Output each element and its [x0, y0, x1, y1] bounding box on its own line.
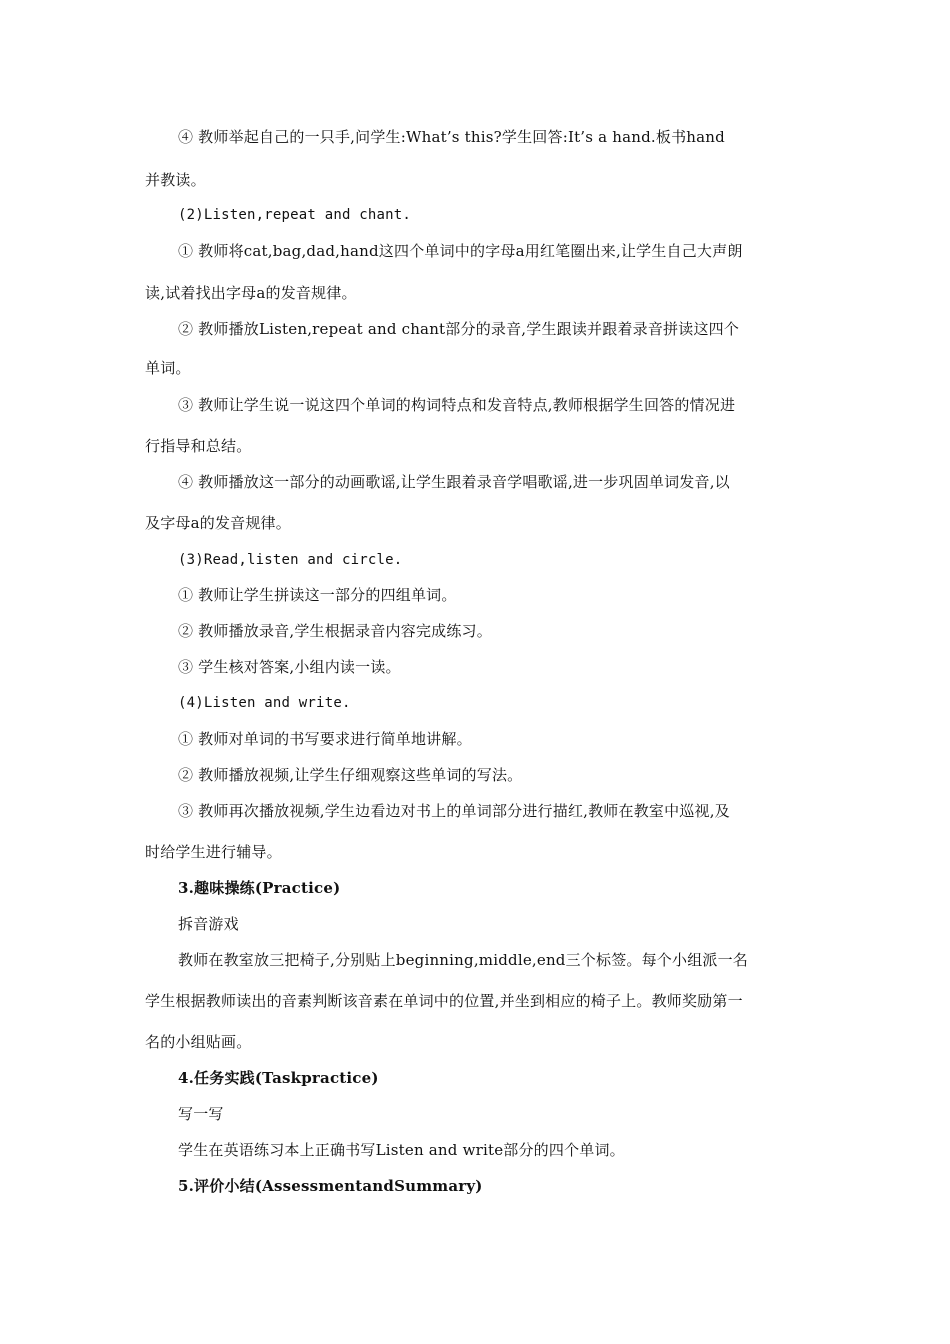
section-heading: (2)Listen,repeat and chant. [178, 207, 411, 223]
text-line: ④ 教师举起自己的一只手,问学生:What’s this?学生回答:It’s a hand.板书hand [178, 128, 725, 146]
section-heading: 4.任务实践(Taskpractice) [178, 1069, 379, 1087]
text-line: ② 教师播放Listen,repeat and chant部分的录音,学生跟读并跟着录音拼读这四个 [178, 320, 740, 338]
text-line: 写一写 [178, 1105, 224, 1123]
text-line: 拆音游戏 [178, 915, 239, 933]
text-line: ④ 教师播放这一部分的动画歌谣,让学生跟着录音学唱歌谣,进一步巩固单词发音,以 [178, 473, 730, 491]
section-heading: 5.评价小结(AssessmentandSummary) [178, 1177, 483, 1195]
section-heading: 3.趣味操练(Practice) [178, 879, 341, 897]
text-line: ③ 学生核对答案,小组内读一读。 [178, 658, 401, 676]
text-line: 学生在英语练习本上正确书写Listen and write部分的四个单词。 [178, 1141, 625, 1159]
text-line: ③ 教师再次播放视频,学生边看边对书上的单词部分进行描红,教师在教室中巡视,及 [178, 802, 730, 820]
text-line: 并教读。 [145, 171, 206, 189]
text-line: 时给学生进行辅导。 [145, 843, 282, 861]
text-line: 及字母a的发音规律。 [145, 514, 291, 532]
text-line: 学生根据教师读出的音素判断该音素在单词中的位置,并坐到相应的椅子上。教师奖励第一 [145, 992, 743, 1010]
text-line: ② 教师播放录音,学生根据录音内容完成练习。 [178, 622, 492, 640]
section-heading: (3)Read,listen and circle. [178, 552, 403, 568]
text-line: 名的小组贴画。 [145, 1033, 252, 1051]
text-line: ① 教师将cat,bag,dad,hand这四个单词中的字母a用红笔圈出来,让学生自己大声朗 [178, 242, 743, 260]
section-heading: (4)Listen and write. [178, 695, 351, 711]
text-line: ① 教师对单词的书写要求进行简单地讲解。 [178, 730, 472, 748]
text-line: ② 教师播放视频,让学生仔细观察这些单词的写法。 [178, 766, 523, 784]
text-line: 单词。 [145, 359, 191, 377]
text-line: 读,试着找出字母a的发音规律。 [145, 284, 357, 302]
text-line: ③ 教师让学生说一说这四个单词的构词特点和发音特点,教师根据学生回答的情况进 [178, 396, 736, 414]
text-line: ① 教师让学生拼读这一部分的四组单词。 [178, 586, 457, 604]
text-line: 教师在教室放三把椅子,分别贴上beginning,middle,end三个标签。每个小组派一名 [178, 951, 749, 969]
text-line: 行指导和总结。 [145, 437, 252, 455]
